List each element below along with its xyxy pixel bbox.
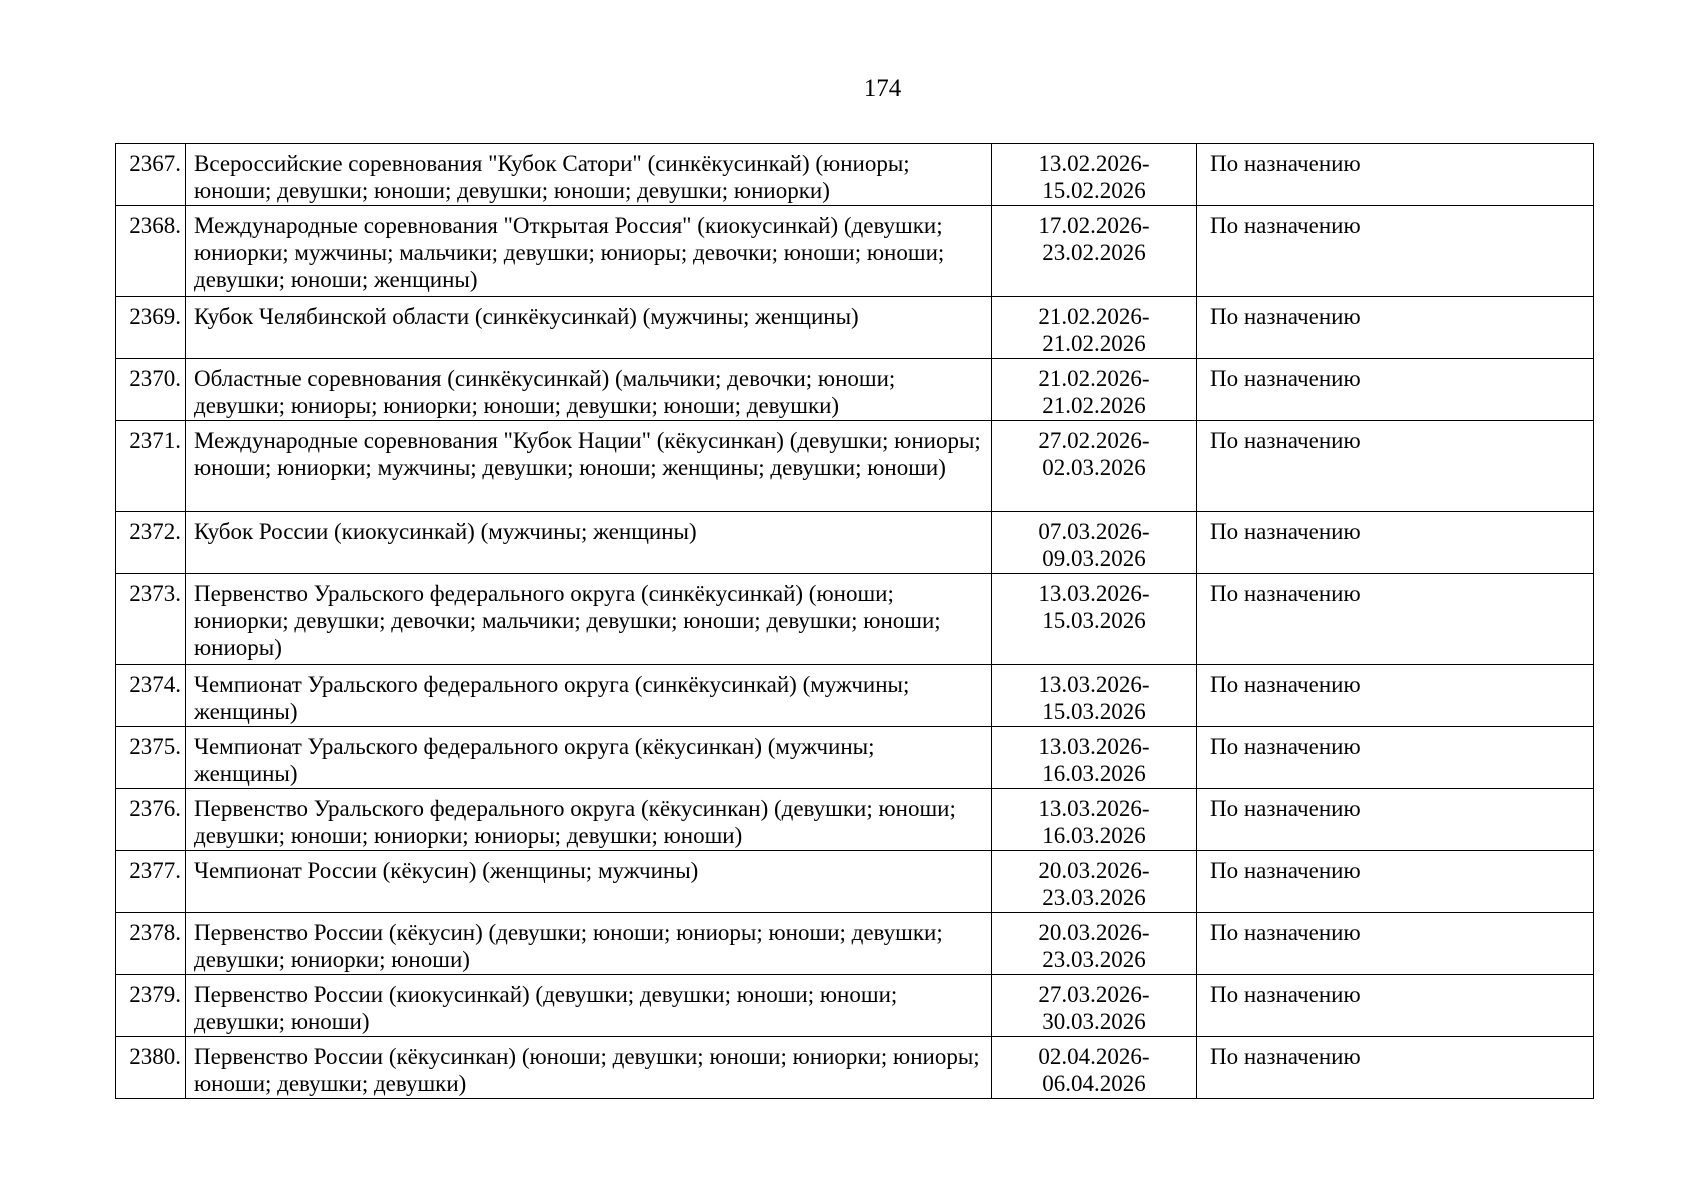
row-number: 2374.	[116, 665, 186, 727]
row-number: 2367.	[116, 144, 186, 206]
event-place: По назначению	[1197, 727, 1594, 789]
event-dates	[992, 206, 1197, 297]
date-end: 21.02.2026	[1042, 393, 1146, 418]
date-end: 16.03.2026	[1042, 823, 1146, 848]
row-number: 2376.	[116, 789, 186, 851]
date-end: 30.03.2026	[1042, 1009, 1146, 1034]
event-place: По назначению	[1197, 512, 1594, 574]
table-row	[116, 359, 1594, 421]
date-end: 02.03.2026	[1042, 455, 1146, 480]
row-number: 2370.	[116, 359, 186, 421]
date-end: 23.03.2026	[1042, 947, 1146, 972]
date-end: 16.03.2026	[1042, 761, 1146, 786]
table-row	[116, 789, 1594, 851]
event-name: Кубок Челябинской области (синкёкусинкай) (мужчины; женщины)	[186, 297, 992, 359]
date-start: 21.02.2026-	[1038, 304, 1150, 329]
date-end: 23.02.2026	[1042, 240, 1146, 265]
event-dates	[992, 913, 1197, 975]
page-number: 174	[863, 75, 902, 102]
event-dates	[992, 851, 1197, 913]
date-start: 13.03.2026-	[1038, 734, 1150, 759]
event-place: По назначению	[1197, 297, 1594, 359]
date-start: 07.03.2026-	[1038, 519, 1150, 544]
date-start: 20.03.2026-	[1038, 920, 1150, 945]
event-dates	[992, 359, 1197, 421]
date-end: 09.03.2026	[1042, 546, 1146, 571]
event-place: По назначению	[1197, 359, 1594, 421]
table-row	[116, 913, 1594, 975]
event-place: По назначению	[1197, 851, 1594, 913]
row-number: 2375.	[116, 727, 186, 789]
event-name: Чемпионат России (кёкусин) (женщины; мужчины)	[186, 851, 992, 913]
date-start: 21.02.2026-	[1038, 366, 1150, 391]
event-place: По назначению	[1197, 206, 1594, 297]
date-start: 02.04.2026-	[1038, 1044, 1150, 1069]
table-row	[116, 206, 1594, 297]
table-row	[116, 144, 1594, 206]
event-dates	[992, 574, 1197, 665]
date-end: 06.04.2026	[1042, 1071, 1146, 1096]
row-number: 2373.	[116, 574, 186, 665]
date-start: 20.03.2026-	[1038, 858, 1150, 883]
event-place: По назначению	[1197, 975, 1594, 1037]
event-place: По назначению	[1197, 913, 1594, 975]
event-name: Первенство Уральского федерального округа (кёкусинкан) (девушки; юноши; девушки; юноши; юниорки; юниоры; девушки; юноши)	[186, 789, 992, 851]
event-dates	[992, 421, 1197, 512]
row-number: 2372.	[116, 512, 186, 574]
event-dates	[992, 665, 1197, 727]
row-number: 2380.	[116, 1037, 186, 1099]
event-name: Международные соревнования "Открытая Россия" (киокусинкай) (девушки; юниорки; мужчины; мальчики; девушки; юниоры; девочки; юноши; юноши; девушки; юноши; женщины)	[186, 206, 992, 297]
row-number: 2379.	[116, 975, 186, 1037]
table-row	[116, 727, 1594, 789]
event-place: По назначению	[1197, 574, 1594, 665]
table-row	[116, 975, 1594, 1037]
event-name: Первенство России (кёкусинкан) (юноши; девушки; юноши; юниорки; юниоры; юноши; девушки; девушки)	[186, 1037, 992, 1099]
row-number: 2371.	[116, 421, 186, 512]
row-number: 2378.	[116, 913, 186, 975]
table-row	[116, 665, 1594, 727]
event-name: Первенство Уральского федерального округа (синкёкусинкай) (юноши; юниорки; девушки; девочки; мальчики; девушки; юноши; девушки; юноши; юниоры)	[186, 574, 992, 665]
event-place: По назначению	[1197, 421, 1594, 512]
event-dates	[992, 789, 1197, 851]
date-end: 15.03.2026	[1042, 608, 1146, 633]
date-start: 13.03.2026-	[1038, 672, 1150, 697]
table-row	[116, 574, 1594, 665]
event-name: Чемпионат Уральского федерального округа (кёкусинкан) (мужчины; женщины)	[186, 727, 992, 789]
table-row	[116, 297, 1594, 359]
event-place: По назначению	[1197, 789, 1594, 851]
event-dates	[992, 727, 1197, 789]
event-name: Первенство России (киокусинкай) (девушки; девушки; юноши; юноши; девушки; юноши)	[186, 975, 992, 1037]
event-place: По назначению	[1197, 1037, 1594, 1099]
table-row	[116, 421, 1594, 512]
date-end: 21.02.2026	[1042, 331, 1146, 356]
date-start: 13.03.2026-	[1038, 581, 1150, 606]
date-start: 13.02.2026-	[1038, 151, 1150, 176]
date-start: 13.03.2026-	[1038, 796, 1150, 821]
table-row	[116, 851, 1594, 913]
event-name: Чемпионат Уральского федерального округа (синкёкусинкай) (мужчины; женщины)	[186, 665, 992, 727]
event-dates	[992, 512, 1197, 574]
event-dates	[992, 144, 1197, 206]
row-number: 2368.	[116, 206, 186, 297]
schedule-table	[115, 143, 1594, 1099]
date-start: 27.02.2026-	[1038, 428, 1150, 453]
event-place: По назначению	[1197, 144, 1594, 206]
date-start: 27.03.2026-	[1038, 982, 1150, 1007]
table-row	[116, 512, 1594, 574]
event-name: Кубок России (киокусинкай) (мужчины; женщины)	[186, 512, 992, 574]
row-number: 2377.	[116, 851, 186, 913]
date-end: 15.03.2026	[1042, 699, 1146, 724]
event-place: По назначению	[1197, 665, 1594, 727]
event-dates	[992, 297, 1197, 359]
table-row	[116, 1037, 1594, 1099]
event-name: Областные соревнования (синкёкусинкай) (мальчики; девочки; юноши; девушки; юниоры; юниорки; юноши; девушки; юноши; девушки)	[186, 359, 992, 421]
event-name: Всероссийские соревнования "Кубок Сатори" (синкёкусинкай) (юниоры; юноши; девушки; юноши; девушки; юноши; девушки; юниорки)	[186, 144, 992, 206]
date-end: 23.03.2026	[1042, 885, 1146, 910]
row-number: 2369.	[116, 297, 186, 359]
date-end: 15.02.2026	[1042, 178, 1146, 203]
event-dates	[992, 1037, 1197, 1099]
event-dates	[992, 975, 1197, 1037]
date-start: 17.02.2026-	[1038, 213, 1150, 238]
event-name: Первенство России (кёкусин) (девушки; юноши; юниоры; юноши; девушки; девушки; юниорки; юноши)	[186, 913, 992, 975]
event-name: Международные соревнования "Кубок Нации" (кёкусинкан) (девушки; юниоры; юноши; юниорки; мужчины; девушки; юноши; женщины; девушки; юноши)	[186, 421, 992, 512]
